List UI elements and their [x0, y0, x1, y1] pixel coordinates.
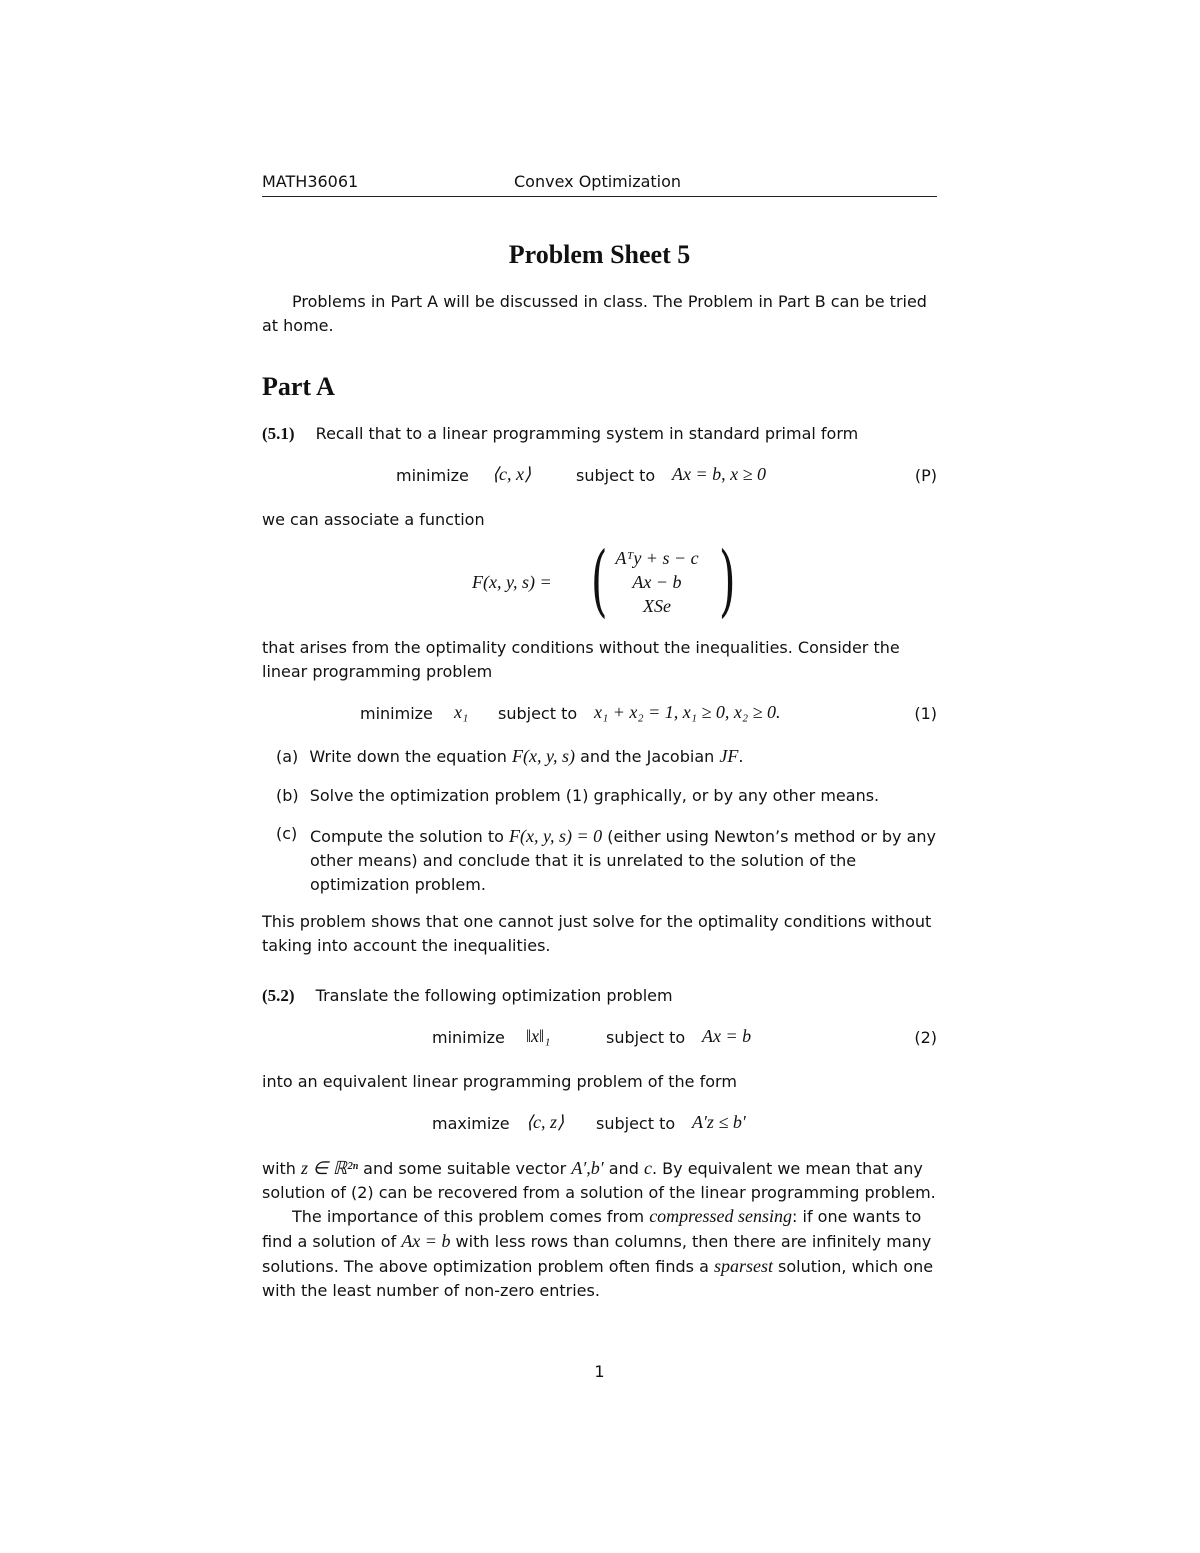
eq1-minimize: minimize: [360, 704, 433, 723]
eq2-subject-to: subject to: [606, 1028, 686, 1047]
into-text: into an equivalent linear programming problem of the form: [262, 1072, 737, 1091]
para-text: with: [262, 1159, 302, 1178]
problem-label: (5.2): [262, 986, 295, 1005]
item-tag: (b): [276, 786, 299, 805]
item-tag: (c): [276, 824, 298, 843]
item-text: Write down the equation: [309, 747, 512, 766]
para-emphasis: sparsest: [713, 1256, 773, 1276]
para-emphasis: compressed sensing: [649, 1206, 793, 1226]
eq-minimize: minimize: [396, 466, 469, 485]
item-math: JF: [719, 746, 739, 766]
item-c-body: [310, 824, 937, 897]
left-paren: (: [590, 536, 608, 626]
item-text: Solve the optimization problem (1) graphically, or by any other means.: [309, 786, 880, 805]
right-paren: ): [718, 536, 736, 626]
equation-2: [262, 1028, 937, 1054]
para-math: c: [643, 1158, 652, 1178]
header-course: MATH36061: [262, 172, 359, 191]
eq-number: (P): [914, 466, 937, 485]
item-math: F(x, y, s): [512, 746, 575, 766]
intro-paragraph: Problems in Part A will be discussed in class. The Problem in Part B can be tried at home.: [262, 292, 927, 335]
eq1-constraint: x₁ + x₂ = 1, x₁ ≥ 0, x₂ ≥ 0.: [594, 702, 781, 722]
eqm-maximize: maximize: [432, 1114, 510, 1133]
eq2-constraint: Ax = b: [702, 1026, 752, 1046]
part-a-heading: Part A: [262, 372, 335, 401]
problem-5-2-lead: [262, 986, 673, 1006]
problem-lead-text: Recall that to a linear programming system in standard primal form: [315, 424, 859, 443]
item-math: F(x, y, s) = 0: [508, 826, 603, 846]
item-text: .: [738, 747, 744, 766]
item-tag: (a): [276, 747, 299, 766]
with-paragraph: [262, 1156, 937, 1205]
importance-paragraph: [262, 1204, 937, 1303]
para-text: . By equivalent we mean that any solution of (2) can be recovered from a solution of the linear programming problem.: [262, 1159, 936, 1202]
eq2-objective: ‖x‖₁: [526, 1026, 551, 1046]
para-math: z ∈ ℝ²ⁿ: [301, 1158, 359, 1178]
eq1-number: (1): [914, 704, 937, 723]
header-subject: Convex Optimization: [514, 172, 682, 191]
eq1-objective: x₁: [454, 702, 469, 722]
para-text: solution, which one with the least number of non-zero entries.: [262, 1257, 934, 1300]
after-F-paragraph: that arises from the optimality conditions without the inequalities. Consider the linear programming problem: [262, 638, 900, 681]
eqm-objective: ⟨c, z⟩: [526, 1112, 565, 1132]
associate-text: we can associate a function: [262, 510, 485, 529]
item-text: Compute the solution to: [310, 827, 509, 846]
F-row-3: XSe: [643, 596, 671, 616]
function-F-definition: [472, 536, 742, 626]
page-number: 1: [594, 1362, 605, 1381]
closing-paragraph: This problem shows that one cannot just solve for the optimality conditions without taking into account the inequalities.: [262, 912, 932, 955]
para-text: The importance of this problem comes from: [292, 1207, 650, 1226]
list-item-a: [276, 746, 937, 767]
item-text: (either using Newton’s method or by any other means) and conclude that it is unrelated to the solution of the optimization problem.: [310, 827, 937, 894]
para-math: A′,b′: [571, 1158, 604, 1178]
eq-constraint: Ax = b, x ≥ 0: [672, 464, 766, 484]
problem-5-1-lead: [262, 424, 858, 444]
header-rule: [262, 196, 937, 197]
equation-1: [262, 704, 937, 730]
problem-lead-text: Translate the following optimization problem: [315, 986, 673, 1005]
eq2-number: (2): [914, 1028, 937, 1047]
F-vector: [602, 546, 712, 618]
para-text: with less rows than columns, then there are infinitely many solutions. The above optimization problem often finds a: [262, 1232, 932, 1276]
F-lhs: F(x, y, s) =: [472, 572, 552, 592]
eq1-subject-to: subject to: [498, 704, 578, 723]
eqm-constraint: A′z ≤ b′: [692, 1112, 746, 1132]
document-page: [262, 0, 937, 1553]
problem-label: (5.1): [262, 424, 295, 443]
page-title: Problem Sheet 5: [508, 240, 691, 269]
para-math: Ax = b: [401, 1231, 451, 1251]
equation-p: [262, 466, 937, 492]
list-item-c: [276, 824, 937, 897]
equation-max: [262, 1114, 937, 1140]
eq2-minimize: minimize: [432, 1028, 505, 1047]
F-row-1: Aᵀy + s − c: [615, 548, 699, 568]
para-text: and: [603, 1159, 644, 1178]
list-item-b: [276, 786, 937, 805]
eqm-subject-to: subject to: [596, 1114, 676, 1133]
eq-objective: ⟨c, x⟩: [492, 464, 532, 484]
F-row-2: Ax − b: [632, 572, 682, 592]
item-text: and the Jacobian: [574, 747, 720, 766]
para-text: and some suitable vector: [358, 1159, 572, 1178]
para-text: : if one wants to find a solution of: [262, 1207, 922, 1251]
eq-subject-to: subject to: [576, 466, 656, 485]
